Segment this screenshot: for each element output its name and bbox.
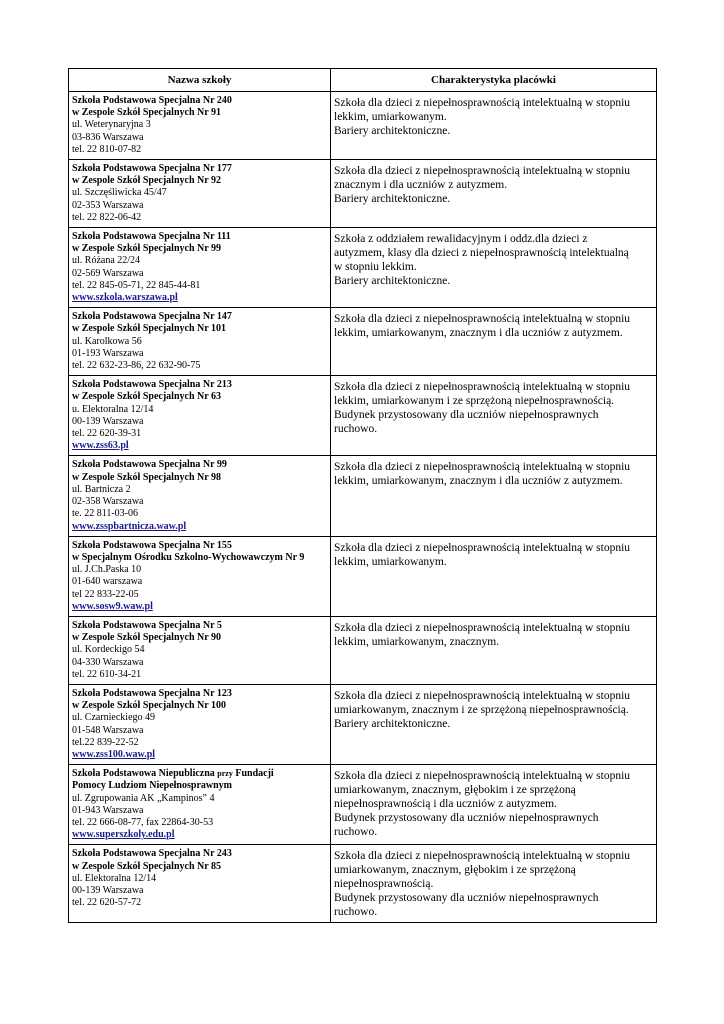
school-characteristics-cell bbox=[331, 536, 657, 616]
school-name-cell bbox=[69, 616, 331, 684]
school-info-line bbox=[72, 472, 327, 484]
school-unit: w Zespole Szkół Specjalnych Nr 85 bbox=[72, 860, 221, 872]
school-website-link[interactable]: www.sosw9.waw.pl bbox=[72, 600, 153, 612]
school-unit: w Zespole Szkół Specjalnych Nr 101 bbox=[72, 323, 226, 335]
school-name-fragment: Fundacji bbox=[232, 768, 274, 780]
school-contact-line: tel.22 839-22-52 bbox=[72, 736, 139, 748]
table-body bbox=[69, 92, 657, 923]
school-info-line bbox=[72, 644, 327, 656]
school-website-link[interactable]: www.zsspbartnicza.waw.pl bbox=[72, 520, 187, 532]
school-info-line bbox=[72, 348, 327, 360]
school-info-line bbox=[72, 700, 327, 712]
school-info-line bbox=[72, 601, 327, 613]
table-row bbox=[69, 616, 657, 684]
characteristics-line: w stopniu lekkim. bbox=[334, 261, 417, 274]
characteristics-line: Szkoła dla dzieci z niepełnosprawnością intelektualną w stopniu bbox=[334, 621, 631, 634]
school-contact-line: tel. 22 845-05-71, 22 845-44-81 bbox=[72, 279, 201, 291]
characteristics-line: Budynek przystosowany dla uczniów niepełnosprawnych bbox=[334, 409, 599, 422]
school-website-link[interactable]: www.zss63.pl bbox=[72, 440, 129, 452]
school-info-line bbox=[72, 336, 327, 348]
school-name-cell bbox=[69, 456, 331, 536]
characteristics-line: Szkoła dla dzieci z niepełnosprawnością intelektualną w stopniu bbox=[334, 313, 631, 326]
table-row bbox=[69, 456, 657, 536]
school-contact-line: ul. Bartnicza 2 bbox=[72, 483, 131, 495]
school-info-line bbox=[72, 688, 327, 700]
school-name: Szkoła Podstawowa Specjalna Nr 243 bbox=[72, 848, 232, 860]
school-name: Szkoła Podstawowa Specjalna Nr 155 bbox=[72, 539, 232, 551]
school-info-line bbox=[72, 873, 327, 885]
school-contact-line: ul. Weterynaryjna 3 bbox=[72, 119, 151, 131]
school-info-line bbox=[72, 793, 327, 805]
school-info-line bbox=[72, 175, 327, 187]
school-unit: w Zespole Szkół Specjalnych Nr 91 bbox=[72, 107, 221, 119]
school-info-line bbox=[72, 780, 327, 792]
column-header-school-name: Nazwa szkoły bbox=[69, 69, 331, 92]
characteristics-line: Bariery architektoniczne. bbox=[334, 275, 451, 288]
school-characteristics-cell bbox=[331, 376, 657, 456]
school-info-line bbox=[72, 496, 327, 508]
characteristics-line: umiarkowanym, znacznym, głębokim i ze sprzężoną bbox=[334, 784, 576, 797]
table-row bbox=[69, 92, 657, 160]
characteristics-line: Szkoła dla dzieci z niepełnosprawnością intelektualną w stopniu bbox=[334, 850, 631, 863]
school-info-line bbox=[72, 268, 327, 280]
school-name-cell bbox=[69, 92, 331, 160]
characteristics-line: lekkim, umiarkowanym, znacznym i dla uczniów z autyzmem. bbox=[334, 327, 623, 340]
school-name: Szkoła Podstawowa Niepubliczna bbox=[72, 768, 218, 780]
characteristics-line: Szkoła dla dzieci z niepełnosprawnością intelektualną w stopniu bbox=[334, 381, 631, 394]
school-name-cell bbox=[69, 684, 331, 764]
table-row bbox=[69, 376, 657, 456]
school-name-cell bbox=[69, 765, 331, 845]
school-info-line bbox=[72, 829, 327, 841]
school-info-line bbox=[72, 768, 327, 780]
school-website-link[interactable]: www.superszkoly.edu.pl bbox=[72, 829, 175, 841]
school-contact-line: 01-943 Warszawa bbox=[72, 804, 144, 816]
school-contact-line: tel 22 833-22-05 bbox=[72, 588, 139, 600]
school-info-line bbox=[72, 95, 327, 107]
school-info-line bbox=[72, 725, 327, 737]
school-contact-line: ul. Zgrupowania AK „Kampinos” 4 bbox=[72, 792, 215, 804]
school-info-line bbox=[72, 243, 327, 255]
table-row bbox=[69, 160, 657, 228]
school-contact-line: ul. Kordeckigo 54 bbox=[72, 644, 145, 656]
school-info-line bbox=[72, 737, 327, 749]
school-contact-line: tel. 22 810-07-82 bbox=[72, 143, 142, 155]
school-contact-line: 00-139 Warszawa bbox=[72, 415, 144, 427]
school-info-line bbox=[72, 861, 327, 873]
school-characteristics-cell bbox=[331, 92, 657, 160]
school-info-line bbox=[72, 292, 327, 304]
school-contact-line: 01-640 warszawa bbox=[72, 576, 143, 588]
school-info-line bbox=[72, 200, 327, 212]
characteristics-line: lekkim, umiarkowanym i ze sprzężoną niepełnosprawnością. bbox=[334, 395, 615, 408]
school-info-line bbox=[72, 163, 327, 175]
school-unit: w Specjalnym Ośrodku Szkolno-Wychowawczym Nr 9 bbox=[72, 551, 305, 563]
school-info-line bbox=[72, 404, 327, 416]
school-info-line bbox=[72, 379, 327, 391]
school-unit: w Zespole Szkół Specjalnych Nr 98 bbox=[72, 471, 221, 483]
school-info-line bbox=[72, 749, 327, 761]
characteristics-line: lekkim, umiarkowanym. bbox=[334, 555, 447, 568]
characteristics-line: niepełnosprawnością. bbox=[334, 878, 434, 891]
school-name: Szkoła Podstawowa Specjalna Nr 213 bbox=[72, 379, 232, 391]
school-contact-line: tel. 22 822-06-42 bbox=[72, 211, 142, 223]
school-contact-line: ul. Czarnieckiego 49 bbox=[72, 712, 156, 724]
school-contact-line: 01-193 Warszawa bbox=[72, 347, 144, 359]
school-unit: w Zespole Szkół Specjalnych Nr 92 bbox=[72, 175, 221, 187]
school-info-line bbox=[72, 212, 327, 224]
school-info-line bbox=[72, 521, 327, 533]
school-contact-line: tel. 22 610-34-21 bbox=[72, 668, 142, 680]
school-unit: Pomocy Ludziom Niepełnosprawnym bbox=[72, 780, 232, 792]
school-info-line bbox=[72, 484, 327, 496]
characteristics-line: niepełnosprawnością i dla uczniów z autyzmem. bbox=[334, 798, 557, 811]
school-website-link[interactable]: www.zss100.waw.pl bbox=[72, 748, 156, 760]
school-characteristics-cell bbox=[331, 684, 657, 764]
school-contact-line: u. Elektoralna 12/14 bbox=[72, 403, 154, 415]
school-info-line bbox=[72, 107, 327, 119]
school-contact-line: 02-569 Warszawa bbox=[72, 267, 144, 279]
table-row bbox=[69, 308, 657, 376]
school-contact-line: ul. Szczęśliwicka 45/47 bbox=[72, 187, 167, 199]
school-contact-line: ul. J.Ch.Paska 10 bbox=[72, 564, 142, 576]
school-info-line bbox=[72, 255, 327, 267]
characteristics-line: Szkoła z oddziałem rewalidacyjnym i oddz.dla dzieci z bbox=[334, 233, 588, 246]
school-contact-line: 03-836 Warszawa bbox=[72, 131, 144, 143]
school-info-line bbox=[72, 231, 327, 243]
school-info-line bbox=[72, 416, 327, 428]
school-info-line bbox=[72, 323, 327, 335]
school-name: Szkoła Podstawowa Specjalna Nr 177 bbox=[72, 163, 232, 175]
school-info-line bbox=[72, 657, 327, 669]
characteristics-line: lekkim, umiarkowanym. bbox=[334, 111, 447, 123]
characteristics-line: lekkim, umiarkowanym, znacznym i dla uczniów z autyzmem. bbox=[334, 475, 623, 488]
school-info-line bbox=[72, 589, 327, 601]
school-contact-line: tel. 22 620-39-31 bbox=[72, 428, 142, 440]
school-name-cell bbox=[69, 376, 331, 456]
school-info-line bbox=[72, 620, 327, 632]
school-contact-line: 01-548 Warszawa bbox=[72, 724, 144, 736]
school-name: Szkoła Podstawowa Specjalna Nr 99 bbox=[72, 459, 227, 471]
characteristics-line: Szkoła dla dzieci z niepełnosprawnością intelektualną w stopniu bbox=[334, 165, 631, 178]
school-unit: w Zespole Szkół Specjalnych Nr 100 bbox=[72, 700, 226, 712]
school-contact-line: 00-139 Warszawa bbox=[72, 884, 144, 896]
school-contact-line: tel. 22 632-23-86, 22 632-90-75 bbox=[72, 360, 201, 372]
characteristics-line: Bariery architektoniczne. bbox=[334, 125, 451, 137]
school-info-line bbox=[72, 144, 327, 156]
school-name-fragment: przy bbox=[217, 769, 233, 779]
school-unit: w Zespole Szkół Specjalnych Nr 63 bbox=[72, 391, 221, 403]
school-characteristics-cell bbox=[331, 160, 657, 228]
school-name: Szkoła Podstawowa Specjalna Nr 147 bbox=[72, 311, 232, 323]
school-contact-line: ul. Elektoralna 12/14 bbox=[72, 872, 157, 884]
school-info-line bbox=[72, 280, 327, 292]
school-info-line bbox=[72, 540, 327, 552]
school-name-cell bbox=[69, 308, 331, 376]
school-unit: w Zespole Szkół Specjalnych Nr 99 bbox=[72, 243, 221, 255]
school-info-line bbox=[72, 817, 327, 829]
school-info-line bbox=[72, 459, 327, 471]
school-info-line bbox=[72, 119, 327, 131]
schools-table bbox=[68, 68, 657, 923]
school-unit: w Zespole Szkół Specjalnych Nr 90 bbox=[72, 632, 221, 644]
school-info-line bbox=[72, 632, 327, 644]
school-characteristics-cell bbox=[331, 765, 657, 845]
school-characteristics-cell bbox=[331, 456, 657, 536]
school-name-cell bbox=[69, 228, 331, 308]
school-contact-line: 02-358 Warszawa bbox=[72, 496, 144, 508]
table-row bbox=[69, 684, 657, 764]
characteristics-line: Budynek przystosowany dla uczniów niepełnosprawnych bbox=[334, 812, 599, 825]
characteristics-line: umiarkowanym, znacznym, głębokim i ze sprzężoną bbox=[334, 864, 576, 877]
school-info-line bbox=[72, 440, 327, 452]
school-name: Szkoła Podstawowa Specjalna Nr 5 bbox=[72, 619, 222, 631]
school-name-cell bbox=[69, 845, 331, 923]
school-contact-line: ul. Różana 22/24 bbox=[72, 255, 141, 267]
school-name: Szkoła Podstawowa Specjalna Nr 123 bbox=[72, 687, 232, 699]
school-characteristics-cell bbox=[331, 616, 657, 684]
school-info-line bbox=[72, 848, 327, 860]
school-info-line bbox=[72, 564, 327, 576]
school-name: Szkoła Podstawowa Specjalna Nr 111 bbox=[72, 231, 231, 243]
school-name: Szkoła Podstawowa Specjalna Nr 240 bbox=[72, 95, 232, 106]
school-info-line bbox=[72, 132, 327, 144]
characteristics-line: ruchowo. bbox=[334, 423, 378, 436]
school-name-cell bbox=[69, 160, 331, 228]
school-characteristics-cell bbox=[331, 845, 657, 923]
characteristics-line: Bariery architektoniczne. bbox=[334, 717, 451, 730]
characteristics-line: Szkoła dla dzieci z niepełnosprawnością intelektualną w stopniu bbox=[334, 770, 631, 783]
characteristics-line: ruchowo. bbox=[334, 826, 378, 839]
table-row bbox=[69, 765, 657, 845]
characteristics-line: Bariery architektoniczne. bbox=[334, 193, 451, 206]
school-info-line bbox=[72, 712, 327, 724]
school-info-line bbox=[72, 508, 327, 520]
table-row bbox=[69, 845, 657, 923]
school-contact-line: 02-353 Warszawa bbox=[72, 199, 144, 211]
school-contact-line: tel. 22 620-57-72 bbox=[72, 897, 142, 909]
table-row bbox=[69, 228, 657, 308]
school-info-line bbox=[72, 187, 327, 199]
characteristics-line: Szkoła dla dzieci z niepełnosprawnością intelektualną w stopniu bbox=[334, 689, 631, 702]
school-info-line bbox=[72, 897, 327, 909]
school-info-line bbox=[72, 428, 327, 440]
column-header-characteristics: Charakterystyka placówki bbox=[331, 69, 657, 92]
characteristics-line: ruchowo. bbox=[334, 906, 378, 919]
characteristics-line: autyzmem, klasy dla dzieci z niepełnosprawnością intelektualną bbox=[334, 247, 629, 260]
school-contact-line: tel. 22 666-08-77, fax 22864-30-53 bbox=[72, 816, 214, 828]
school-info-line bbox=[72, 360, 327, 372]
school-characteristics-cell bbox=[331, 228, 657, 308]
school-contact-line: 04-330 Warszawa bbox=[72, 656, 144, 668]
school-contact-line: te. 22 811-03-06 bbox=[72, 508, 139, 520]
school-characteristics-cell bbox=[331, 308, 657, 376]
characteristics-line: Szkoła dla dzieci z niepełnosprawnością intelektualną w stopniu bbox=[334, 541, 631, 554]
school-info-line bbox=[72, 311, 327, 323]
characteristics-line: Budynek przystosowany dla uczniów niepełnosprawnych bbox=[334, 892, 599, 905]
school-website-link[interactable]: www.szkola.warszawa.pl bbox=[72, 292, 178, 304]
characteristics-line: Szkoła dla dzieci z niepełnosprawnością intelektualną w stopniu bbox=[334, 97, 631, 109]
school-info-line bbox=[72, 669, 327, 681]
school-name-cell bbox=[69, 536, 331, 616]
school-info-line bbox=[72, 552, 327, 564]
school-info-line bbox=[72, 576, 327, 588]
school-contact-line: ul. Karolkowa 56 bbox=[72, 335, 142, 347]
characteristics-line: znacznym i dla uczniów z autyzmem. bbox=[334, 179, 508, 192]
table-row bbox=[69, 536, 657, 616]
characteristics-line: Szkoła dla dzieci z niepełnosprawnością intelektualną w stopniu bbox=[334, 461, 631, 474]
table-header-row bbox=[69, 69, 657, 92]
characteristics-line: umiarkowanym, znacznym i ze sprzężoną niepełnosprawnością. bbox=[334, 703, 629, 716]
school-info-line bbox=[72, 391, 327, 403]
characteristics-line: lekkim, umiarkowanym, znacznym. bbox=[334, 635, 500, 648]
school-info-line bbox=[72, 885, 327, 897]
school-info-line bbox=[72, 805, 327, 817]
